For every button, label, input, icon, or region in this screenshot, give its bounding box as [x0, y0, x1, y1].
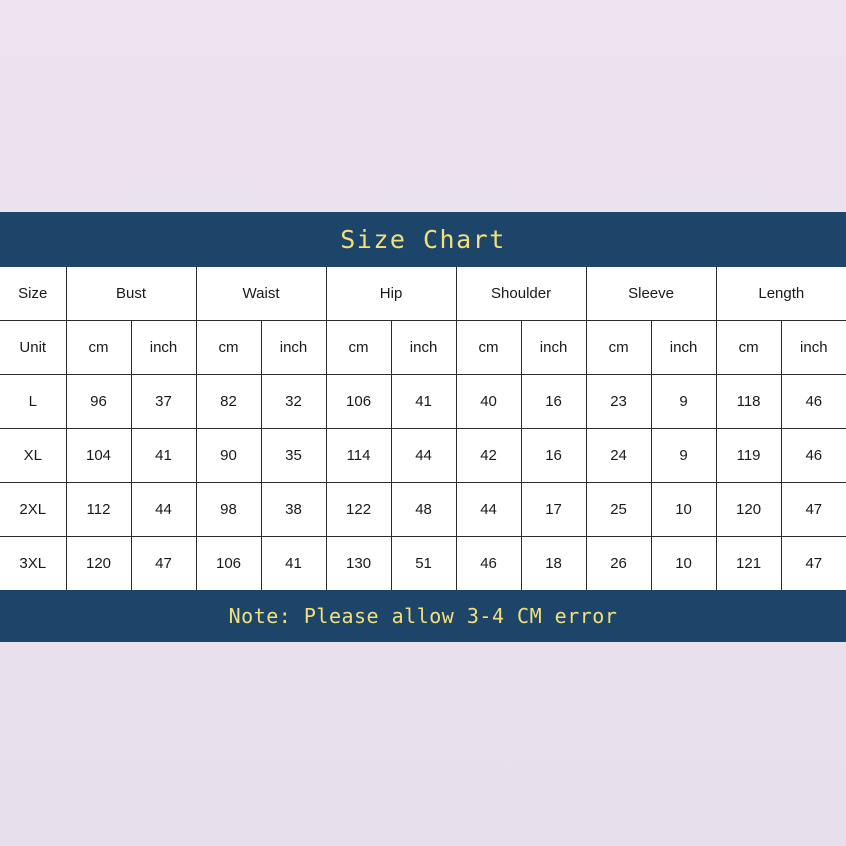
header-unit-cell: inch	[781, 321, 846, 375]
table-cell: 32	[261, 375, 326, 429]
table-cell: 106	[196, 537, 261, 591]
table-cell: 35	[261, 429, 326, 483]
header-unit-cell: cm	[716, 321, 781, 375]
table-cell: 23	[586, 375, 651, 429]
table-cell: 17	[521, 483, 586, 537]
table-cell: 25	[586, 483, 651, 537]
table-cell: 118	[716, 375, 781, 429]
table-row	[0, 375, 846, 429]
table-cell: 90	[196, 429, 261, 483]
size-chart-block	[0, 212, 846, 642]
table-row	[0, 537, 846, 591]
table-cell: 47	[781, 537, 846, 591]
table-cell: 41	[261, 537, 326, 591]
table-cell: 46	[781, 375, 846, 429]
size-chart-note-bar	[0, 590, 846, 642]
table-cell: 120	[716, 483, 781, 537]
table-cell: 46	[456, 537, 521, 591]
table-cell: 98	[196, 483, 261, 537]
table-cell: 10	[651, 537, 716, 591]
table-header-row-units	[0, 321, 846, 375]
header-group-bust: Bust	[66, 267, 196, 321]
table-cell: 41	[131, 429, 196, 483]
header-unit-cell: inch	[391, 321, 456, 375]
header-unit-cell: cm	[326, 321, 391, 375]
table-cell: 82	[196, 375, 261, 429]
table-cell: 42	[456, 429, 521, 483]
table-cell: 47	[781, 483, 846, 537]
table-cell: 16	[521, 429, 586, 483]
table-cell: 46	[781, 429, 846, 483]
table-cell: 112	[66, 483, 131, 537]
page-title: Size Chart	[340, 225, 506, 254]
table-cell: 130	[326, 537, 391, 591]
table-cell: 44	[456, 483, 521, 537]
table-cell: 18	[521, 537, 586, 591]
row-size-label: XL	[0, 429, 66, 483]
header-group-shoulder: Shoulder	[456, 267, 586, 321]
table-cell: 9	[651, 429, 716, 483]
table-cell: 48	[391, 483, 456, 537]
header-group-sleeve: Sleeve	[586, 267, 716, 321]
header-unit-cell: cm	[586, 321, 651, 375]
header-group-length: Length	[716, 267, 846, 321]
size-chart-table	[0, 267, 846, 590]
table-cell: 114	[326, 429, 391, 483]
table-cell: 40	[456, 375, 521, 429]
table-cell: 106	[326, 375, 391, 429]
header-group-hip: Hip	[326, 267, 456, 321]
row-size-label: L	[0, 375, 66, 429]
table-cell: 41	[391, 375, 456, 429]
header-unit-cell: cm	[66, 321, 131, 375]
table-cell: 121	[716, 537, 781, 591]
table-cell: 119	[716, 429, 781, 483]
table-cell: 47	[131, 537, 196, 591]
header-group-waist: Waist	[196, 267, 326, 321]
row-size-label: 2XL	[0, 483, 66, 537]
table-cell: 38	[261, 483, 326, 537]
table-cell: 104	[66, 429, 131, 483]
row-size-label: 3XL	[0, 537, 66, 591]
table-cell: 44	[131, 483, 196, 537]
table-cell: 96	[66, 375, 131, 429]
table-row	[0, 483, 846, 537]
header-size: Size	[0, 267, 66, 321]
table-cell: 122	[326, 483, 391, 537]
table-cell: 44	[391, 429, 456, 483]
table-cell: 37	[131, 375, 196, 429]
header-unit-cell: inch	[521, 321, 586, 375]
table-cell: 24	[586, 429, 651, 483]
note-text: Note: Please allow 3-4 CM error	[228, 604, 618, 628]
table-row	[0, 429, 846, 483]
table-cell: 9	[651, 375, 716, 429]
header-unit-cell: inch	[131, 321, 196, 375]
header-unit-cell: inch	[651, 321, 716, 375]
header-unit-cell: cm	[196, 321, 261, 375]
table-cell: 16	[521, 375, 586, 429]
header-unit-cell: cm	[456, 321, 521, 375]
table-header-row-groups	[0, 267, 846, 321]
table-cell: 10	[651, 483, 716, 537]
header-unit: Unit	[0, 321, 66, 375]
table-cell: 120	[66, 537, 131, 591]
table-cell: 26	[586, 537, 651, 591]
table-cell: 51	[391, 537, 456, 591]
size-chart-title-bar	[0, 212, 846, 267]
header-unit-cell: inch	[261, 321, 326, 375]
